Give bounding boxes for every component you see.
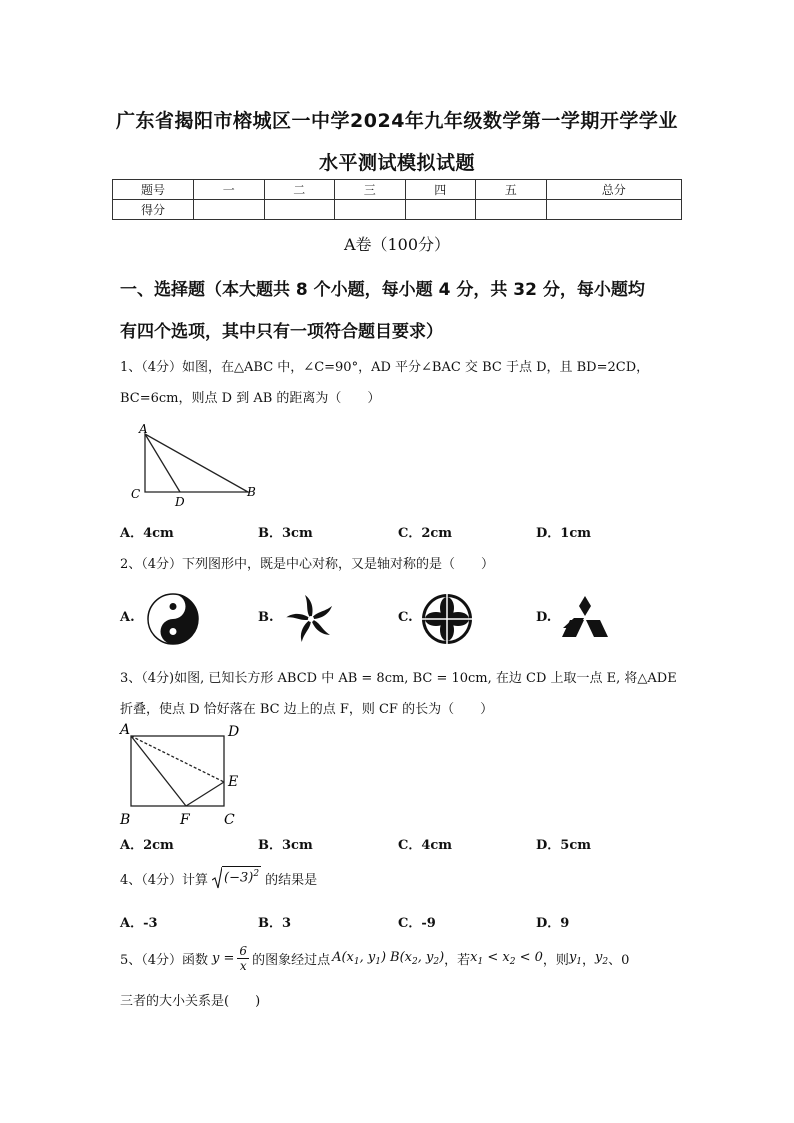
q1-option-c[interactable]: C．2cm <box>398 526 453 541</box>
q5-denominator: x <box>239 959 247 973</box>
three-diamond-icon[interactable] <box>560 594 610 640</box>
q4-exponent: 2 <box>253 869 260 879</box>
radical-sign-icon <box>212 866 222 890</box>
q2-stem: 2、（4分）下列图形中，既是中心对称，又是轴对称的是（ ） <box>120 557 495 572</box>
score-header-cell: 二 <box>264 180 335 200</box>
score-row-label: 得分 <box>113 200 194 220</box>
vertex-label-c: C <box>224 812 235 828</box>
q3-option-d[interactable]: D．5cm <box>536 838 591 853</box>
q4-radicand: (−3) <box>224 870 254 886</box>
vertex-label-b: B <box>247 485 256 499</box>
bisector-ad <box>145 434 180 492</box>
q4-prefix: 4、（4分）计算 <box>120 872 209 888</box>
score-header-cell: 三 <box>335 180 406 200</box>
q3-rectangle-figure <box>116 720 246 828</box>
q3-stem-line2: 折叠，使点 D 恰好落在 BC 边上的点 F，则 CF 的长为（ ） <box>120 702 494 717</box>
score-cell[interactable] <box>264 200 335 220</box>
q4-suffix: 的结果是 <box>265 872 318 888</box>
q4-option-a[interactable]: A．-3 <box>120 916 158 931</box>
q5-then: ，则 <box>542 953 569 968</box>
q5-zero: 、0 <box>608 953 630 968</box>
q1-option-b[interactable]: B．3cm <box>258 526 313 541</box>
q5-middle: 的图象经过点 <box>252 953 331 968</box>
section1-heading-line1: 一、选择题（本大题共 8 个小题，每小题 4 分，共 32 分，每小题均 <box>120 280 645 300</box>
score-header-cell: 题号 <box>113 180 194 200</box>
vertex-label-a: A <box>139 422 148 436</box>
four-petal-circle-icon[interactable] <box>420 592 474 646</box>
vertex-label-e: E <box>228 774 239 790</box>
vertex-label-d: D <box>175 495 185 509</box>
q4-option-d[interactable]: D．9 <box>536 916 570 931</box>
q4-option-b[interactable]: B．3 <box>258 916 292 931</box>
q5-fraction <box>237 944 249 973</box>
q3-option-c[interactable]: C．4cm <box>398 838 453 853</box>
score-cell[interactable] <box>194 200 265 220</box>
score-header-cell: 五 <box>476 180 547 200</box>
q3-option-b[interactable]: B．3cm <box>258 838 313 853</box>
q3-stem-line1: 3、（4分)如图, 已知长方形 ABCD 中 AB = 8cm, BC = 10cm, 在边 CD 上取一点 E, 将△ADE <box>120 671 677 686</box>
pinwheel-icon[interactable] <box>284 592 338 646</box>
score-cell[interactable] <box>335 200 406 220</box>
q5-prefix: 5、（4分）函数 <box>120 953 209 968</box>
q4-stem <box>120 866 317 890</box>
q5-comma: ， <box>582 953 596 968</box>
q1-triangle-figure <box>128 420 268 512</box>
score-table-score-row <box>113 200 682 220</box>
q5-cond-text: ，若 <box>444 953 471 968</box>
q1-option-d[interactable]: D．1cm <box>536 526 591 541</box>
vertex-label-f: F <box>180 812 190 828</box>
q1-option-a[interactable]: A．4cm <box>120 526 174 541</box>
score-table <box>112 179 682 220</box>
q5-stem-line1 <box>120 944 629 973</box>
q5-y2: $y_2$ <box>595 950 609 967</box>
triangle-abc <box>145 434 248 492</box>
q5-y1: $y_1$ <box>568 950 583 967</box>
q2-option-c-label[interactable]: C. <box>398 610 413 625</box>
score-header-cell: 四 <box>405 180 476 200</box>
yin-yang-icon[interactable] <box>146 592 200 646</box>
q5-point-a: $A(x_1$, $y_1$) <box>332 950 387 967</box>
vertex-label-c: C <box>131 487 141 501</box>
exam-title-line1: 广东省揭阳市榕城区一中学2024年九年级数学第一学期开学学业 <box>116 110 678 132</box>
vertex-label-a: A <box>120 722 131 738</box>
q4-option-c[interactable]: C．-9 <box>398 916 436 931</box>
q3-option-a[interactable]: A．2cm <box>120 838 174 853</box>
q2-option-d-label[interactable]: D. <box>536 610 552 625</box>
score-header-cell: 一 <box>194 180 265 200</box>
q5-point-b: $B(x_2$, $y_2$) <box>390 950 445 967</box>
q5-func-y: y = <box>212 951 235 966</box>
fold-line-ae <box>131 736 224 782</box>
vertex-label-d: D <box>228 724 240 740</box>
section1-heading-line2: 有四个选项，其中只有一项符合题目要求） <box>120 322 443 342</box>
segment-af <box>131 736 186 806</box>
score-table-header-row <box>113 180 682 200</box>
q2-option-b-label[interactable]: B. <box>258 610 274 625</box>
q1-stem-line1: 1、（4分）如图，在△ABC 中，∠C=90°，AD 平分∠BAC 交 BC 于点 D，且 BD=2CD， <box>120 360 650 375</box>
q4-sqrt-expression <box>212 866 261 890</box>
q5-condition: $x_1 < x_2 < 0$ <box>470 950 543 967</box>
exam-title-line2: 水平测试模拟试题 <box>318 152 475 174</box>
q5-numerator: 6 <box>239 944 248 958</box>
q1-stem-line2: BC=6cm，则点 D 到 AB 的距离为（ ） <box>120 391 381 406</box>
vertex-label-b: B <box>120 812 131 828</box>
q5-stem-line2: 三者的大小关系是( ) <box>120 994 261 1009</box>
score-header-cell: 总分 <box>546 180 682 200</box>
score-cell[interactable] <box>476 200 547 220</box>
q2-option-a-label[interactable]: A. <box>120 610 135 625</box>
score-cell[interactable] <box>546 200 682 220</box>
score-cell[interactable] <box>405 200 476 220</box>
volume-heading: A卷（100分） <box>343 235 451 254</box>
segment-fe <box>186 782 224 806</box>
